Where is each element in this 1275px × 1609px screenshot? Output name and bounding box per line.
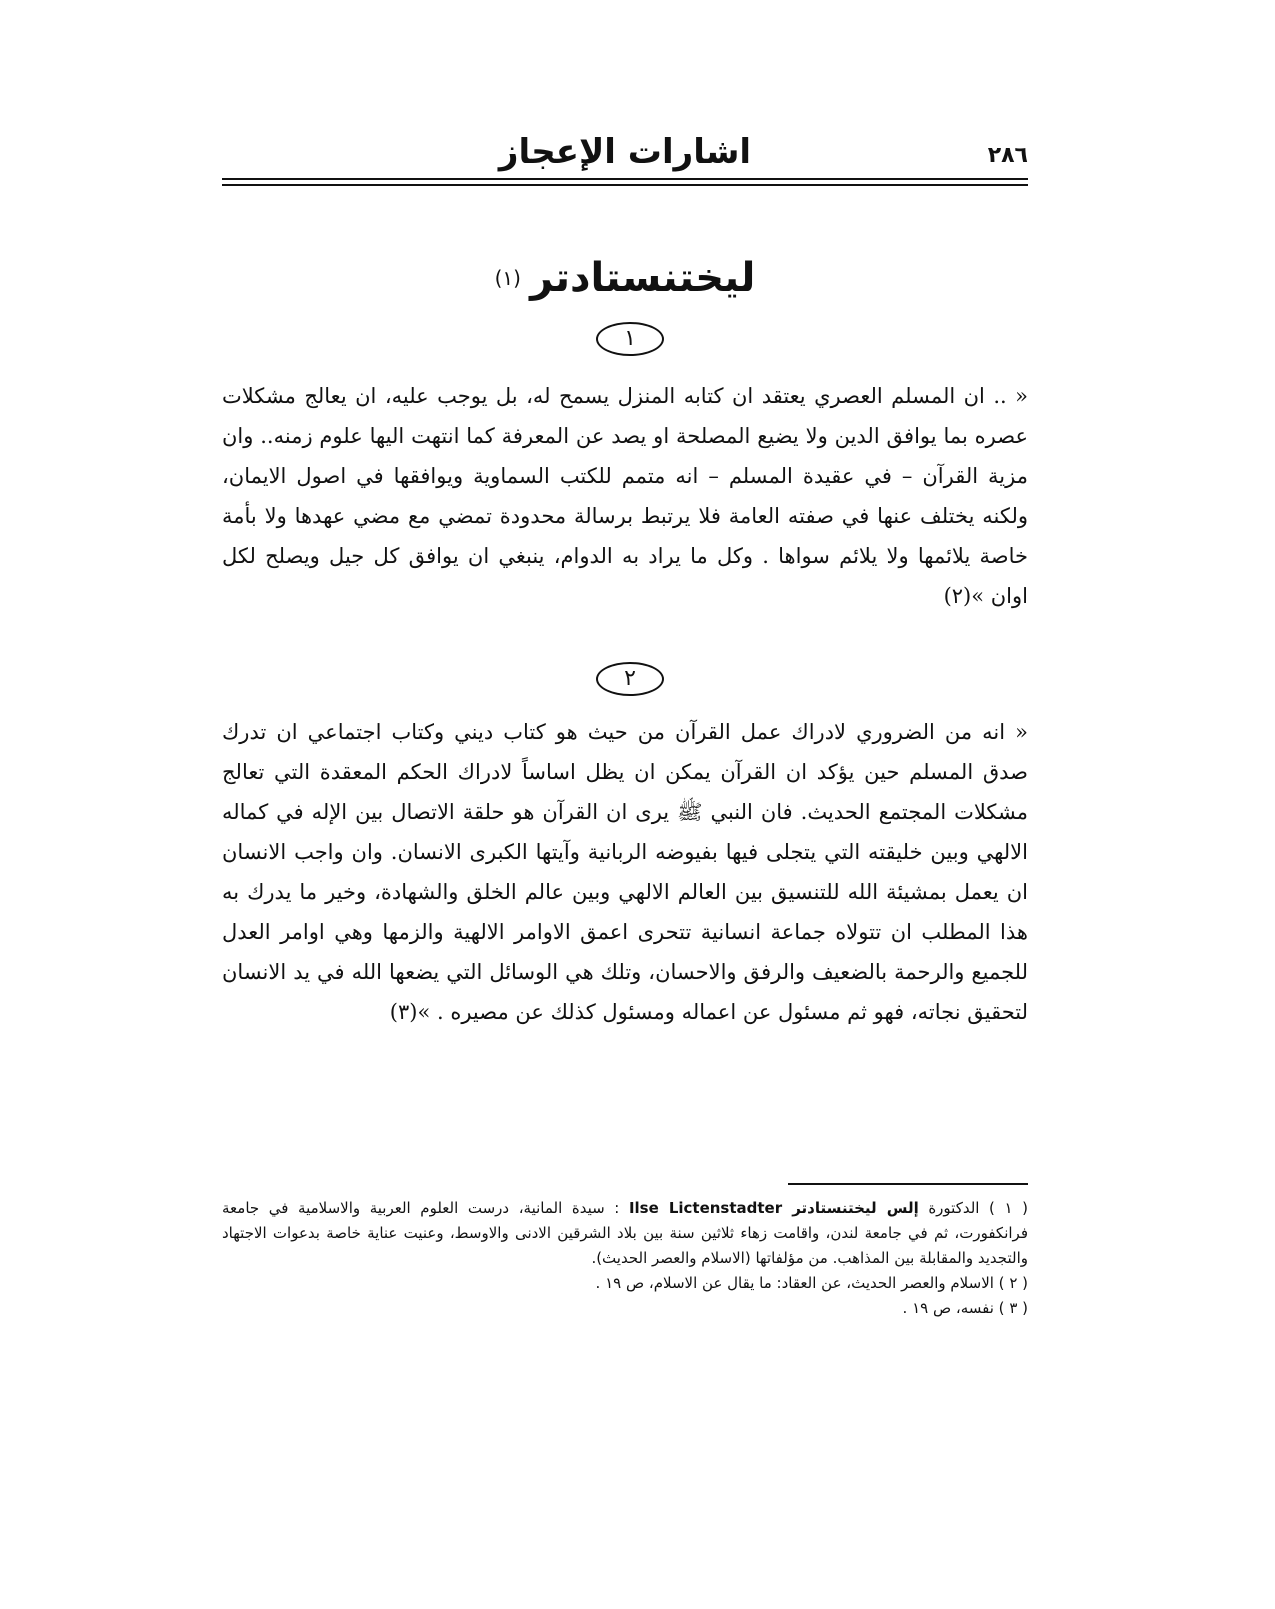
footnote-3: ( ٣ ) نفسه، ص ١٩ . [902,1299,1028,1317]
paragraph-marker-1: ١ [596,322,664,356]
footnote-1-name: إلس ليختنستادتر Ilse Lictenstadter [628,1199,919,1217]
paragraph-marker-2: ٢ [596,662,664,696]
page-number: ٢٨٦ [987,143,1028,168]
footnote-1-text: : سيدة المانية، درست العلوم العربية والاسلامية في جامعة فرانكفورت، ثم في جامعة لندن، واقامت زهاء ثلاثين سنة بين بلاد الشرقين الادنى والاوسط، وعنيت عناية خاصة بدعوات الاجتهاد والتجديد والمقابلة بين المذاهب. من مؤلفاتها (الاسلام والعصر الحديث). [222,1199,1028,1267]
book-title: اشارات الإعجاز [498,132,752,172]
footnotes [222,1196,1028,1321]
section-heading [222,252,1028,304]
footnote-2: ( ٢ ) الاسلام والعصر الحديث، عن العقاد: ما يقال عن الاسلام، ص ١٩ . [595,1274,1028,1292]
footnote-1-prefix: ( ١ ) الدكتورة [918,1199,1029,1217]
running-header [222,128,1028,176]
quote-paragraph-2: « انه من الضروري لادراك عمل القرآن من حيث هو كتاب ديني وكتاب اجتماعي ان تدرك صدق المسلم حين يؤكد ان القرآن يمكن ان يظل اساساً لادراك الحكم المعقدة التي تعالج مشكلات المجتمع الحديث. فان النبي ﷺ يرى ان القرآن هو حلقة الاتصال بين الإله في كماله الالهي وبين خليقته التي يتجلى فيها بفيوضه الربانية وآيتها الكبرى الانسان. وان واجب الانسان ان يعمل بمشيئة الله للتنسيق بين العالم الالهي وبين عالم الخلق والشهادة، وخير ما يدرك به هذا المطلب ان تتولاه جماعة انسانية تتحرى اعمق الاوامر الالهية والزمها وهي اوامر العدل للجميع والرحمة بالضعيف والرفق والاحسان، وتلك هي الوسائل التي يضعها الله في يد الانسان لتحقيق نجاته، فهو ثم مسئول عن اعماله ومسئول كذلك عن مصيره . »(٣) [222,720,1028,1024]
quote-paragraph-1: « .. ان المسلم العصري يعتقد ان كتابه المنزل يسمح له، بل يوجب عليه، ان يعالج مشكلات عصره بما يوافق الدين ولا يضيع المصلحة او يصد عن المعرفة كما انتهت اليها علوم زمنه.. وان مزية القرآن – في عقيدة المسلم – انه متمم للكتب السماوية ويوافقها في اصول الايمان، ولكنه يختلف عنها في صفته العامة فلا يرتبط برسالة محدودة تمضي مع مضي عهدها ولا بأمة خاصة يلائمها ولا يلائم سواها . وكل ما يراد به الدوام، ينبغي ان يوافق كل جيل ويصلح لكل اوان »(٢) [222,384,1028,608]
header-double-rule [222,178,1028,186]
footnote-1 [222,1196,1028,1271]
footnote-reference: (١) [494,265,521,290]
section-title: ليختنستادتر [530,255,756,301]
footnote-separator [788,1183,1028,1185]
